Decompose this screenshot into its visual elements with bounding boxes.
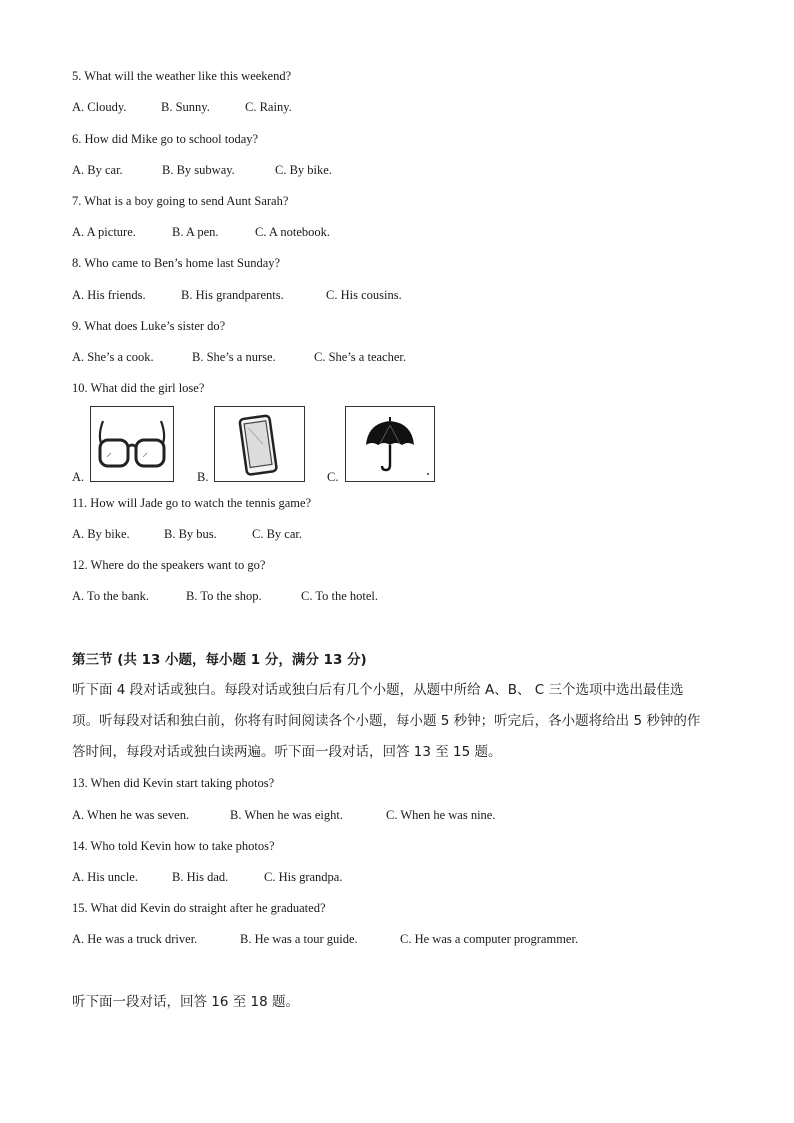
option-b: B. By bus. [164,527,217,541]
option-a: A. His uncle. [72,870,138,884]
option-c: C. To the hotel. [301,589,379,603]
instruction-line-2: 项。听每段对话和独白前，你将有时间阅读各个小题，每小题 5 秒钟；听完后，各小题将给出 5 秒钟的作 [72,713,701,729]
next-instruction: 听下面一段对话，回答 16 至 18 题。 [72,994,300,1010]
option-c: C. By car. [252,527,302,541]
picture-label-a: A. [72,470,85,484]
option-c: C. His cousins. [326,288,402,302]
instruction-line-3: 答时间，每段对话或独白读两遍。听下面一段对话，回答 13 至 15 题。 [72,744,502,760]
question-8: 8. Who came to Ben’s home last Sunday? [72,256,281,270]
option-a: A. By bike. [72,527,130,541]
question-13: 13. When did Kevin start taking photos? [72,776,275,790]
option-a: A. He was a truck driver. [72,932,198,946]
umbrella-icon [346,407,434,481]
picture-label-b: B. [197,470,209,484]
option-c: C. When he was nine. [386,808,496,822]
glasses-icon [91,407,173,481]
option-b: B. His dad. [172,870,229,884]
question-10: 10. What did the girl lose? [72,381,205,395]
option-c: C. A notebook. [255,225,331,239]
section-heading: 第三节 (共 13 小题，每小题 1 分，满分 13 分) [72,652,367,668]
question-11: 11. How will Jade go to watch the tennis game? [72,496,312,510]
picture-glasses [90,406,174,482]
option-b: B. To the shop. [186,589,262,603]
question-14: 14. Who told Kevin how to take photos? [72,839,275,853]
options-15 [72,931,579,995]
option-a: A. She’s a cook. [72,350,154,364]
question-15: 15. What did Kevin do straight after he graduated? [72,901,326,915]
option-b: B. His grandparents. [181,288,284,302]
picture-umbrella [345,406,435,482]
question-12: 12. Where do the speakers want to go? [72,558,266,572]
option-a: A. His friends. [72,288,146,302]
option-b: B. By subway. [162,163,235,177]
option-b: B. He was a tour guide. [240,932,358,946]
option-b: B. A pen. [172,225,219,239]
question-9: 9. What does Luke’s sister do? [72,319,226,333]
phone-icon [215,407,304,481]
option-c: C. She’s a teacher. [314,350,406,364]
option-c: C. By bike. [275,163,332,177]
option-c: C. Rainy. [245,100,292,114]
question-7: 7. What is a boy going to send Aunt Sarah? [72,194,289,208]
picture-label-c: C. [327,470,339,484]
option-a: A. To the bank. [72,589,150,603]
option-a: A. When he was seven. [72,808,190,822]
question-5: 5. What will the weather like this weekend? [72,69,292,83]
option-b: B. When he was eight. [230,808,343,822]
instruction-line-1: 听下面 4 段对话或独白。每段对话或独白后有几个小题，从题中所给 A、B、 C 三个选项中选出最佳选 [72,682,684,698]
question-6: 6. How did Mike go to school today? [72,132,259,146]
option-a: A. By car. [72,163,123,177]
option-a: A. A picture. [72,225,136,239]
option-c: C. His grandpa. [264,870,343,884]
option-b: B. Sunny. [161,100,210,114]
options-12 [72,588,379,652]
option-a: A. Cloudy. [72,100,127,114]
picture-phone [214,406,305,482]
option-c: C. He was a computer programmer. [400,932,579,946]
option-b: B. She’s a nurse. [192,350,276,364]
